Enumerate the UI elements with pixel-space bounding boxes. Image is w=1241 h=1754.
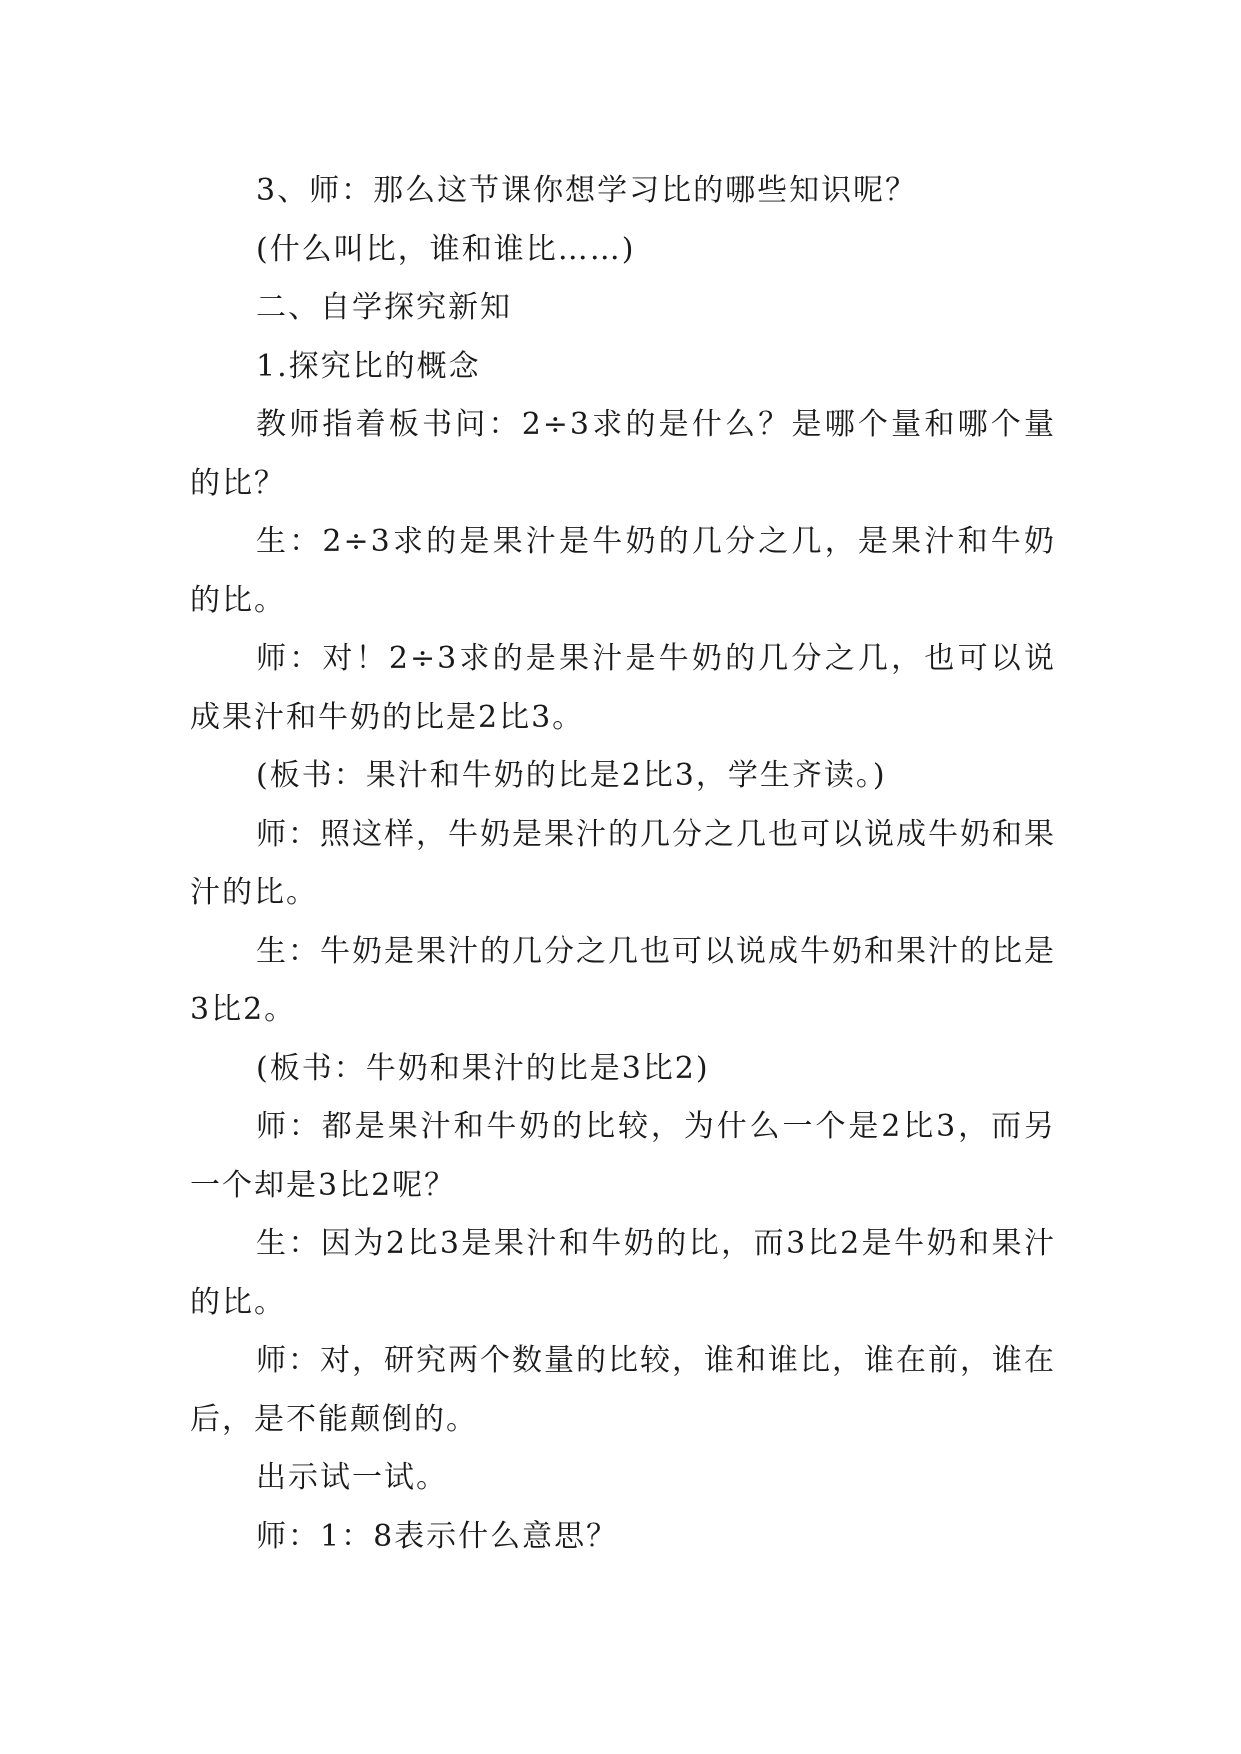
paragraph-exercise: 出示试一试。 [256, 1460, 448, 1495]
paragraph-student-response: 生：牛奶是果汁的几分之几也可以说成牛奶和果汁的比是3比2。 [190, 933, 1056, 1027]
paragraph-teacher-question: 师：1：8表示什么意思？ [256, 1518, 619, 1554]
paragraph-teacher-summary: 师：对，研究两个数量的比较，谁和谁比，谁在前，谁在后，是不能颠倒的。 [190, 1343, 1056, 1437]
subsection-heading: 1.探究比的概念 [256, 348, 481, 384]
paragraph-teacher-response: 师：对！2÷3求的是果汁是牛奶的几分之几，也可以说成果汁和牛奶的比是2比3。 [190, 641, 1056, 735]
paragraph-teacher-prompt: 师：照这样，牛奶是果汁的几分之几也可以说成牛奶和果汁的比。 [190, 816, 1056, 910]
paragraph-board-note: (板书：果汁和牛奶的比是2比3，学生齐读。) [256, 758, 887, 793]
paragraph-board-note: (板书：牛奶和果汁的比是3比2) [256, 1050, 710, 1086]
paragraph-student-response: 生：因为2比3是果汁和牛奶的比，而3比2是牛奶和果汁的比。 [190, 1226, 1056, 1320]
paragraph-student-answers: (什么叫比，谁和谁比……) [256, 231, 636, 267]
paragraph-teacher-question: 师：都是果汁和牛奶的比较，为什么一个是2比3，而另一个却是3比2呢？ [190, 1109, 1056, 1203]
paragraph-student-response: 生：2÷3求的是果汁是牛奶的几分之几，是果汁和牛奶的比。 [190, 524, 1056, 618]
paragraph-question-intro: 3、师：那么这节课你想学习比的哪些知识呢？ [256, 173, 918, 208]
document-body [190, 162, 1056, 1566]
paragraph-teacher-question: 教师指着板书问：2÷3求的是什么？是哪个量和哪个量的比？ [190, 407, 1056, 501]
section-heading: 二、自学探究新知 [256, 290, 512, 325]
